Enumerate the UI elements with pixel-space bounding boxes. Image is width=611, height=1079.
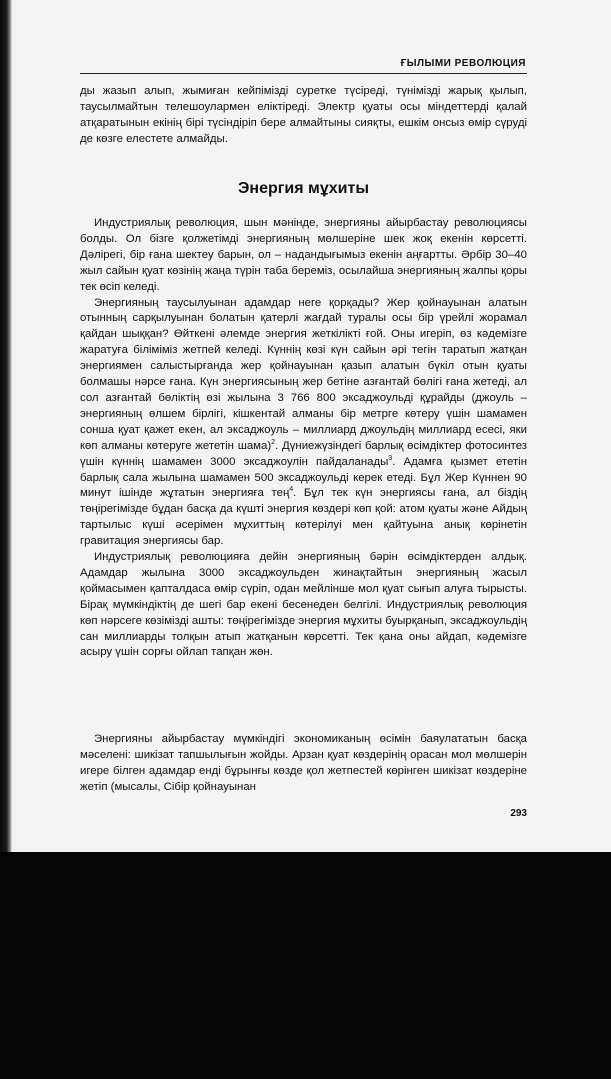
footnote-ref-4: 4 <box>289 486 294 494</box>
section-body <box>80 216 527 661</box>
binding-shadow <box>0 0 12 852</box>
paragraph-2-part-d: . Бұл тек күн энергиясы ғана, ал біздің төңірегімізде бұдан басқа да күшті энергия көздері көп қой: атом қуаты және Айдың тартылыс күші әсерімен мұхиттың көтерілуі мен қайтуына анық көрінетін гравитация энергиясы бар. <box>80 487 527 548</box>
page-number: 293 <box>510 808 527 819</box>
footnote-ref-2: 2 <box>271 438 276 446</box>
paragraph-3: Индустриялық революцияға дейін энергияның бәрін өсімдіктерден алдық. Адамдар жылына 3000 эксаджоульден жинақтайтын энергияның жасыл қоймасымен қапталдаса өмір сүріп, одан мейлінше мол қуат сығып алуға тырысты. Бірақ мүмкіндіктің де шегі бар екені бесенеден белгілі. Индустриялық революция көп нәрсеге көзімізді ашты: төңірегімізде энергия мұхиты буырқанып, эксаджоульдің сан миллиарды толқын атып жатқанын көрсетті. Тек қана оны айдап, кәдемізге асыру үшін сорғы ойлап тапқан жөн. <box>80 551 527 659</box>
running-head: ҒЫЛЫМИ РЕВОЛЮЦИЯ <box>400 58 526 69</box>
footnote-ref-3: 3 <box>388 454 393 462</box>
paragraph-2 <box>80 296 527 551</box>
intro-text <box>80 84 527 148</box>
paragraph-2-part-c: . Адамға қызмет ететін барлық сала жылына шамамен 500 эксаджоульді керек етеді. Бұл Жер Күннен 90 минут ішінде жұтатын энергияға тең <box>80 455 527 500</box>
section-body-continued <box>80 732 527 796</box>
paragraph-1: Индустриялық революция, шын мәнінде, энергияны айырбастау революциясы болды. Ол бізге қолжетімді энергияның мөлшеріне шек жоқ екенін көрсетті. Дәлірегі, бір ғана шектеу барын, ол – надандығымыз екенін аңғартты. Әрбір 30–40 жыл сайын қуат көзінің жаңа түрін таба береміз, осылайша энергияның жалпы қоры тек өсіп келеді. <box>80 217 527 293</box>
paragraph-2-part-a: Энергияның таусылуынан адамдар неге қорқады? Жер қойнауынан алатын отынның сарқылуынан болатын қатерлі жағдай туралы осы бір үрейлі жорамал қайдан шыққан? Өйткені әлемде энергия жеткілікті ғой. Оны игеріп, өз кәдемізге жаратуға біліміміз жетпей келеді. Күннің көзі күн сайын әрі тегін таратып жатқан энергиямен салыстырғанда жер қойнауынан қазып алатын бүкіл отын қуаты болмашы нәрсе ғана. Күн энергиясының жер бетіне азғантай бөлігі ғана жетеді, ал сол азғантай бөліктің өзі жылына 3 766 800 эксаджоульді құрайды (джоуль – энергияның өлшем бірлігі, кішкентай алманы бір метрге көтеру үшін шамамен сонша қуат қажет екен, ал эксаджоуль – миллиард джоульдің миллиард есесі, яки көп алманы көтеруге жететін шама) <box>80 296 527 452</box>
paragraph-2-part-b: . Дүниежүзіндегі барлық өсімдіктер фотосинтез үшін күннің шамамен 3000 эксаджоулін пайдаланады <box>80 439 528 468</box>
header-rule <box>80 73 527 74</box>
section-title: Энергия мұхиты <box>238 180 369 197</box>
paragraph-4: Энергияны айырбастау мүмкіндігі экономиканың өсімін баяулататын басқа мәселені: шикізат тапшылығын жойды. Арзан қуат көздерінің орасан мол мөлшерін игере білген адамдар енді бұрынғы көзде қол жетпестей көрінген шикізат көздеріне жетіп (мысалы, Сібір қойнауынан <box>80 733 527 793</box>
intro-paragraph: ды жазып алып, жымиған кейпімізді суретке түсіреді, түнімізді жарық қылып, таусылмайтын телешоулармен еліктіреді. Электр қуаты осы міндеттерді қалай атқаратынын екінің бірі түсіндіріп бере алмайтыны сияқты, ешкім онсыз өмір сүруді де көзге елестете алмайды. <box>80 85 527 145</box>
